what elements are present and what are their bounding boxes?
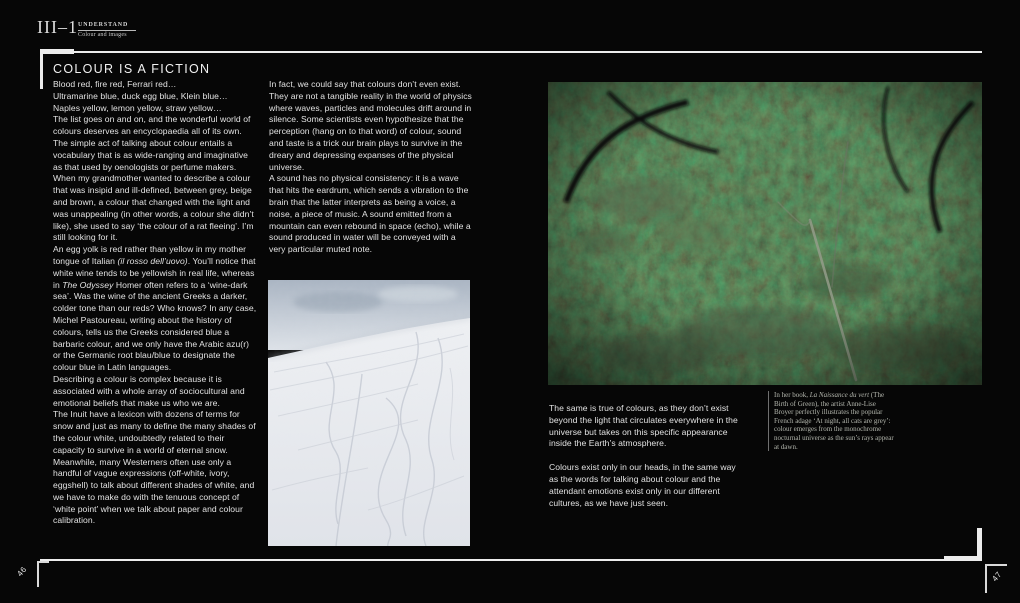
forest-photo bbox=[548, 82, 982, 385]
paragraph bbox=[53, 244, 258, 374]
paragraph: The list goes on and on, and the wonderful world of colours deserves an encyclopaedia all of its own. bbox=[53, 114, 251, 137]
bottom-rule bbox=[40, 559, 950, 561]
paragraph: Colours exist only in our heads, in the same way as the words for talking about colour and the attendant emotions exist only in our different cultures, as we have just seen. bbox=[549, 462, 736, 508]
header-block bbox=[78, 22, 136, 38]
caption-text-run: In her book, bbox=[774, 391, 810, 399]
snow-slope-photo bbox=[268, 280, 470, 546]
paragraph: In fact, we could say that colours don’t even exist. They are not a tangible reality in the world of physics where waves, particles and molecules drift around in silence. Some scientists even hypothesize that the perception (hang on to that word) of colour, sound and taste is a trick our brain plays to survive in the dreary and depressing expanses of the physical universe. bbox=[269, 79, 472, 172]
paragraph: The Inuit have a lexicon with dozens of terms for snow and just as many to define the many shades of the colour white, undoubtedly related to their capacity to survive in a world of eternal snow. Meanwhile, many Westerners often use only a handful of vague expressions (off-white, ivory, eggshell) to talk about different shades of white, and we have to make do with the tenuous concept of ‘white point’ when we talk about paper and colour calibration. bbox=[53, 409, 256, 526]
top-rule bbox=[40, 51, 982, 53]
italic-text-run: (il rosso dell’uovo) bbox=[117, 255, 188, 266]
text-run: An egg yolk is red rather than yellow in my mother tongue of Italian bbox=[53, 244, 247, 266]
chapter-number: III–1 bbox=[37, 17, 78, 37]
paragraph: Describing a colour is complex because it is associated with a whole array of sociocultural and emotional beliefs that make us who we are. bbox=[53, 373, 245, 408]
header-subsection-label: Colour and images bbox=[78, 32, 127, 38]
right-text-column bbox=[549, 403, 745, 509]
left-text-column bbox=[53, 79, 258, 527]
text-run: . You’ll notice that white wine tends to be yellowish in real life, whereas in bbox=[53, 255, 256, 290]
top-left-corner-horizontal bbox=[40, 49, 74, 54]
paragraph: When my grandmother wanted to describe a colour that was insipid and ill-defined, between grey, beige and brown, a colour that changed with the light and was unappealing (in other words, a colour she didn’t like), she used to say ‘the colour of a rat fleeing’. I’m still looking for it. bbox=[53, 173, 254, 243]
text-run: Homer often refers to a ‘wine-dark sea’. Was the wine of the ancient Greeks a darker, colder tone than our reds? Who knows? In any case, Michel Pastoureau, writing about the history of colours, tells us the Greeks considered blue a barbaric colour, and we only have the Arabic azu(r) or the Germanic root blau/blue to designate the colour blue in Latin languages. bbox=[53, 279, 257, 373]
bottom-right-corner-vertical bbox=[977, 528, 982, 561]
middle-text-column bbox=[269, 79, 474, 256]
paragraph: Blood red, fire red, Ferrari red… bbox=[53, 79, 177, 89]
caption-text-run: (The Birth of Green), the artist Anne-Lise Broyer perfectly illustrates the popular French adage ‘At night, all cats are grey’: colour emerges from the monochrome nocturnal universe as the sun’s rays appear at dawn. bbox=[774, 391, 894, 451]
header-section-label: UNDERSTAND bbox=[78, 22, 136, 31]
page-number-left: 46 bbox=[15, 564, 29, 579]
page-number-right: 47 bbox=[990, 569, 1004, 584]
caption-italic-title: La Naissance du vert bbox=[809, 391, 870, 399]
top-left-corner-vertical bbox=[40, 49, 43, 89]
paragraph: The same is true of colours, as they don’t exist beyond the light that circulates everywhere in the universe but takes on this specific appearance inside the Earth’s atmosphere. bbox=[549, 403, 738, 449]
paragraph: Ultramarine blue, duck egg blue, Klein blue… bbox=[53, 90, 228, 101]
article-title: COLOUR IS A FICTION bbox=[53, 62, 211, 76]
bottom-left-folio-bracket bbox=[37, 561, 49, 587]
photo-caption bbox=[768, 391, 894, 451]
paragraph: A sound has no physical consistency: it is a wave that hits the eardrum, which sends a vibration to the brain that the latter interprets as being a voice, a noise, a piece of music. A sound emitted from a mountain can even rebound in space (echo), while a sound produced in water will be conveyed with a very particular muted note. bbox=[269, 173, 471, 255]
paragraph: The simple act of talking about colour entails a vocabulary that is as wide-ranging and imaginative as that used by oenologists or perfume makers. bbox=[53, 137, 249, 172]
italic-text-run: The Odyssey bbox=[62, 279, 114, 290]
paragraph: Naples yellow, lemon yellow, straw yellow… bbox=[53, 102, 222, 113]
